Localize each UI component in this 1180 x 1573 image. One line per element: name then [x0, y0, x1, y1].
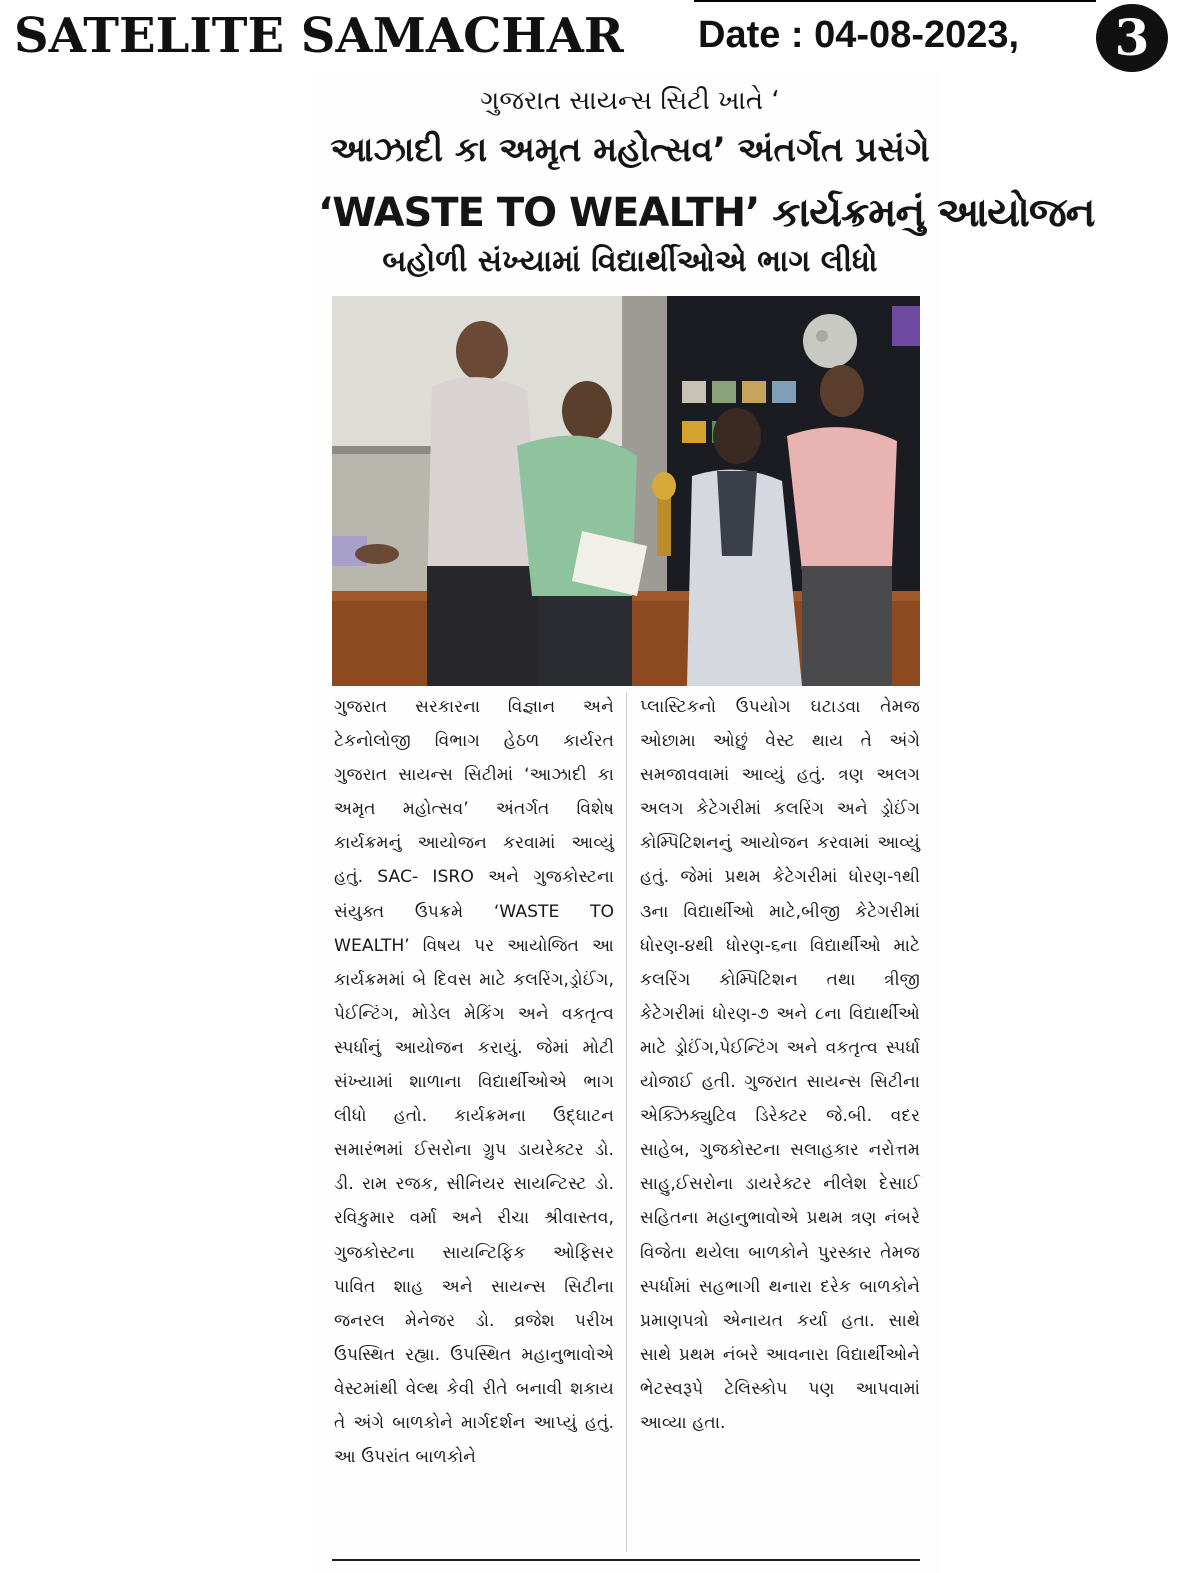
headline-event: ‘WASTE TO WEALTH’ કાર્યક્રમનું આયોજન [318, 190, 1095, 236]
page-number-badge: 3 [1096, 4, 1168, 72]
newspaper-name: SATELITE SAMACHAR [14, 8, 624, 64]
date-box [694, 0, 1096, 68]
masthead [0, 0, 1180, 72]
award-ceremony-photo [332, 296, 920, 686]
article-column-right: પ્લાસ્ટિકનો ઉપયોગ ઘટાડવા તેમજ ઓછામા ઓછું વેસ્ટ થાય તે અંગે સમજાવવામાં આવ્યું હતું. ત્રણ અલગ અલગ કેટેગરીમાં કલરિંગ અને ડ્રોઈંગ કોમ્પિટિશનનું આયોજન કરવામાં આવ્યું હતું. જેમાં પ્રથમ કેટેગરીમાં ધોરણ-૧થી ૩ના વિદ્યાર્થીઓ માટે,બીજી કેટેગરીમાં ધોરણ-૪થી ધોરણ-૬ના વિદ્યાર્થીઓ માટે કલરિંગ કોમ્પિટિશન તથા ત્રીજી કેટેગરીમાં ધોરણ-૭ અને ૮ના વિદ્યાર્થીઓ માટે ડ્રોઈંગ,પેઈન્ટિંગ અને વકતૃત્વ સ્પર્ધા યોજાઈ હતી. ગુજરાત સાયન્સ સિટીના એક્ઝિક્યુટિવ ડિરેક્ટર જે.બી. વદર સાહેબ, ગુજકોસ્ટના સલાહકાર નરોત્તમ સાહુ,ઈસરોના ડાયરેક્ટર નીલેશ દેસાઈ સહિતના મહાનુભાવોએ પ્રથમ ત્રણ નંબરે વિજેતા થયેલા બાળકોને પુરસ્કાર તેમજ સ્પર્ધામાં સહભાગી થનારા દરેક બાળકોને પ્રમાણપત્રો એનાયત કર્યા હતા. સાથે સાથે પ્રથમ નંબરે આવનારા વિદ્યાર્થીઓને ભેટસ્વરૂપે ટેલિસ્કોપ પણ આપવામાં આવ્યા હતા. [640, 697, 920, 1433]
publication-date: Date : 04-08-2023, [698, 14, 1020, 56]
article-column-left: ગુજરાત સરકારના વિજ્ઞાન અને ટેકનોલોજી વિભાગ હેઠળ કાર્યરત ગુજરાત સાયન્સ સિટીમાં ‘આઝાદી કા અમૃત મહોત્સવ’ અંતર્ગત વિશેષ કાર્યક્રમનું આયોજન કરવામાં આવ્યું હતું. SAC- ISRO અને ગુજકોસ્ટના સંયુક્ત ઉપક્રમે ‘WASTE TO WEALTH’ વિષય પર આયોજિત આ કાર્યક્રમમાં બે દિવસ માટે કલરિંગ,ડ્રોઈંગ, પેઈન્ટિંગ, મોડેલ મેકિંગ અને વકતૃત્વ સ્પર્ધાનું આયોજન કરાયું. જેમાં મોટી સંખ્યામાં શાળાના વિદ્યાર્થીઓએ ભાગ લીધો હતો. કાર્યક્રમના ઉદ્ઘાટન સમારંભમાં ઈસરોના ગ્રુપ ડાયરેક્ટર ડો. ડી. રામ રજક, સીનિયર સાયન્ટિસ્ટ ડો. રવિકુમાર વર્મા અને રીચા શ્રીવાસ્તવ, ગુજકોસ્ટના સાયન્ટિફિક ઓફિસર પાવિત શાહ અને સાયન્સ સિટીના જનરલ મેનેજર ડો. વ્રજેશ પરીખ ઉપસ્થિત રહ્યા. ઉપસ્થિત મહાનુભાવોએ વેસ્ટમાંથી વેલ્થ કેવી રીતે બનાવી શકાય તે અંગે બાળકોને માર્ગદર્શન આપ્યું હતું. આ ઉપરાંત બાળકોને [334, 697, 614, 1468]
photo-illustration [332, 296, 920, 686]
news-clipping [318, 72, 1095, 1573]
bottom-rule [332, 1559, 920, 1561]
headline-main: આઝાદી કા અમૃત મહોત્સવ’ અંતર્ગત પ્રસંગે [330, 130, 930, 170]
headline-kicker: ગુજરાત સાયન્સ સિટી ખાતે ‘ [480, 86, 780, 116]
headline-subtitle: બહોળી સંખ્યામાં વિદ્યાર્થીઓએ ભાગ લીધો [382, 244, 878, 279]
column-divider [626, 692, 627, 1552]
